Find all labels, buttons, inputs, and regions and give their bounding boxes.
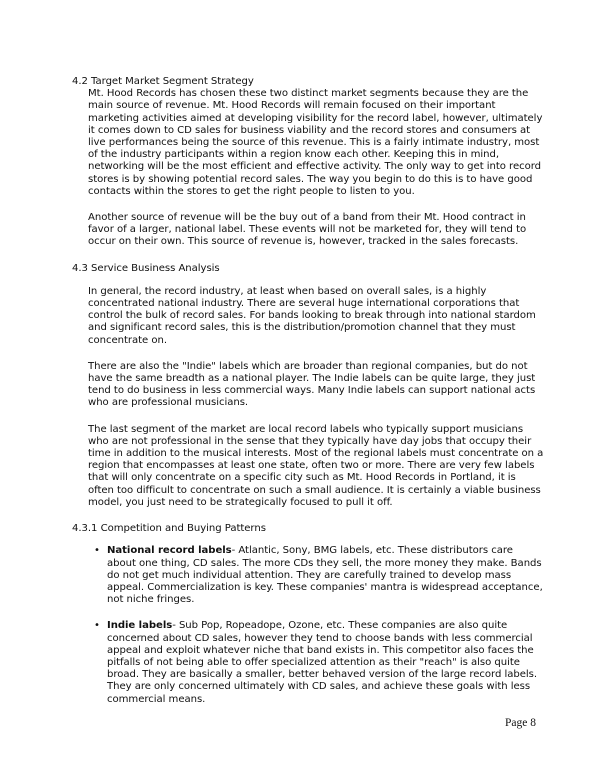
paragraph-national-industry: In general, the record industry, at least when based on overall sales, is a highly concentrated national industry. There are several huge international corporations that control the bulk of record sales. For bands looking to break through into national stardom and significant record sales, this is the distribution/promotion channel that they must concentrate on.	[88, 285, 536, 346]
section-heading-target-market: 4.2 Target Market Segment Strategy	[72, 76, 254, 87]
bullet-icon: •	[94, 545, 100, 557]
bullet-term: Indie labels	[107, 620, 173, 632]
list-item-national-labels	[72, 545, 544, 606]
paragraph-indie-labels: There are also the "Indie" labels which are broader than regional companies, but do not have the same breadth as a national player. The Indie labels can be quite large, they just tend to do business in less commercial ways. Many Indie labels can support national acts who are professional musicians.	[88, 360, 536, 409]
bullet-text: - Sub Pop, Ropeadope, Ozone, etc. These companies are also quite concerned about CD sales, however they tend to choose bands with less commercial appeal and exploit whatever niche that band exists in. This competitor also faces the pitfalls of not being able to offer specialized attention as their "reach" is also quite broad. They are basically a smaller, better behaved version of the large record labels. They are only concerned ultimately with CD sales, and achieve these goals with less commercial means.	[107, 620, 538, 705]
paragraph-market-segments: Mt. Hood Records has chosen these two distinct market segments because they are the main source of revenue. Mt. Hood Records will remain focused on their important marketing activities aimed at developing visibility for the record label, however, ultimately it comes down to CD sales for business viability and the record stores and consumers at live performances being the source of this revenue. This is a fairly intimate industry, most of the industry participants within a region know each other. Keeping this in mind, networking will be the most efficient and effective activity. The only way to get into record stores is by showing potential record sales. The way you begin to do this is to have good contacts within the stores to get the right people to listen to you.	[88, 88, 543, 197]
paragraph-local-labels: The last segment of the market are local record labels who typically support musicians who are not professional in the sense that they typically have day jobs that occupy their time in addition to the musical interests. Most of the regional labels must concentrate on a region that encompasses at least one state, often two or more. There are very few labels that will only concentrate on a specific city such as Mt. Hood Records in Portland, it is often too difficult to concentrate on such a small audience. It is certainly a viable business model, you just need to be strategically focused to pull it off.	[88, 423, 544, 508]
section-heading-service-business: 4.3 Service Business Analysis	[72, 262, 220, 274]
page-number: Page 8	[505, 717, 536, 729]
list-item-indie-labels	[72, 620, 544, 705]
bullet-text: - Atlantic, Sony, BMG labels, etc. These distributors care about one thing, CD sales. The more CDs they sell, the more money they make. Bands do not get much individual attention. They are carefully trained to develop mass appeal. Commercialization is key. These companies' mantra is widespread acceptance, not niche fringes.	[107, 545, 543, 606]
section-heading-competition: 4.3.1 Competition and Buying Patterns	[72, 523, 266, 535]
bullet-icon: •	[94, 620, 100, 632]
competition-list	[72, 545, 544, 705]
bullet-term: National record labels	[107, 545, 232, 557]
paragraph-buyout-revenue: Another source of revenue will be the buy out of a band from their Mt. Hood contract in favor of a larger, national label. These events will not be marketed for, they will tend to occur on their own. This source of revenue is, however, tracked in the sales forecasts.	[88, 212, 527, 248]
page-content	[72, 66, 544, 706]
